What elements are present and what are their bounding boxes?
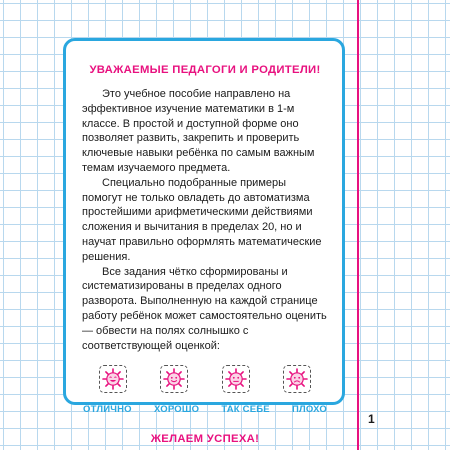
sun-so-so-icon: [222, 365, 250, 393]
intro-text: [82, 87, 328, 353]
page-heading: УВАЖАЕМЫЕ ПЕДАГОГИ И РОДИТЕЛИ!: [89, 64, 321, 76]
closing-wish: ЖЕЛАЕМ УСПЕХА!: [150, 433, 260, 446]
sun-good-icon: [160, 365, 188, 393]
paragraph-1: Это учебное пособие направлено на эффективное изучение математики в 1-м классе. В простой и доступной форме оно позволяет развить, закрепить и проверить ключевые навыки ребёнка по самым важным темам изучаемого предмета.: [82, 88, 315, 174]
sun-bad-icon: [283, 365, 311, 393]
grade-label-bad: ПЛОХО: [291, 404, 327, 416]
page-number: 1: [368, 412, 375, 426]
margin-line: [357, 0, 359, 450]
grade-label-excellent: ОТЛИЧНО: [83, 404, 132, 416]
sun-excellent-icon: [99, 365, 127, 393]
grade-label-so-so: ТАК СЕБЕ: [221, 404, 270, 416]
paragraph-2: Специально подобранные примеры помогут не только овладеть до автоматизма простейшими арифметическими действиями сложения и вычитания в пределах 20, но и научат правильно оформлять математические решения.: [82, 176, 322, 263]
grade-suns-row: [99, 365, 311, 393]
paragraph-3: Все задания чётко сформированы и систематизированы в пределах одного разворота. Выполненную на каждой странице работу ребёнок может самостоятельно оценить — обвести на полях солнышко с соответствующей оценкой:: [82, 265, 327, 352]
grade-label-good: ХОРОШО: [153, 404, 200, 416]
grade-labels-row: [83, 404, 327, 415]
intro-card: [63, 38, 345, 446]
